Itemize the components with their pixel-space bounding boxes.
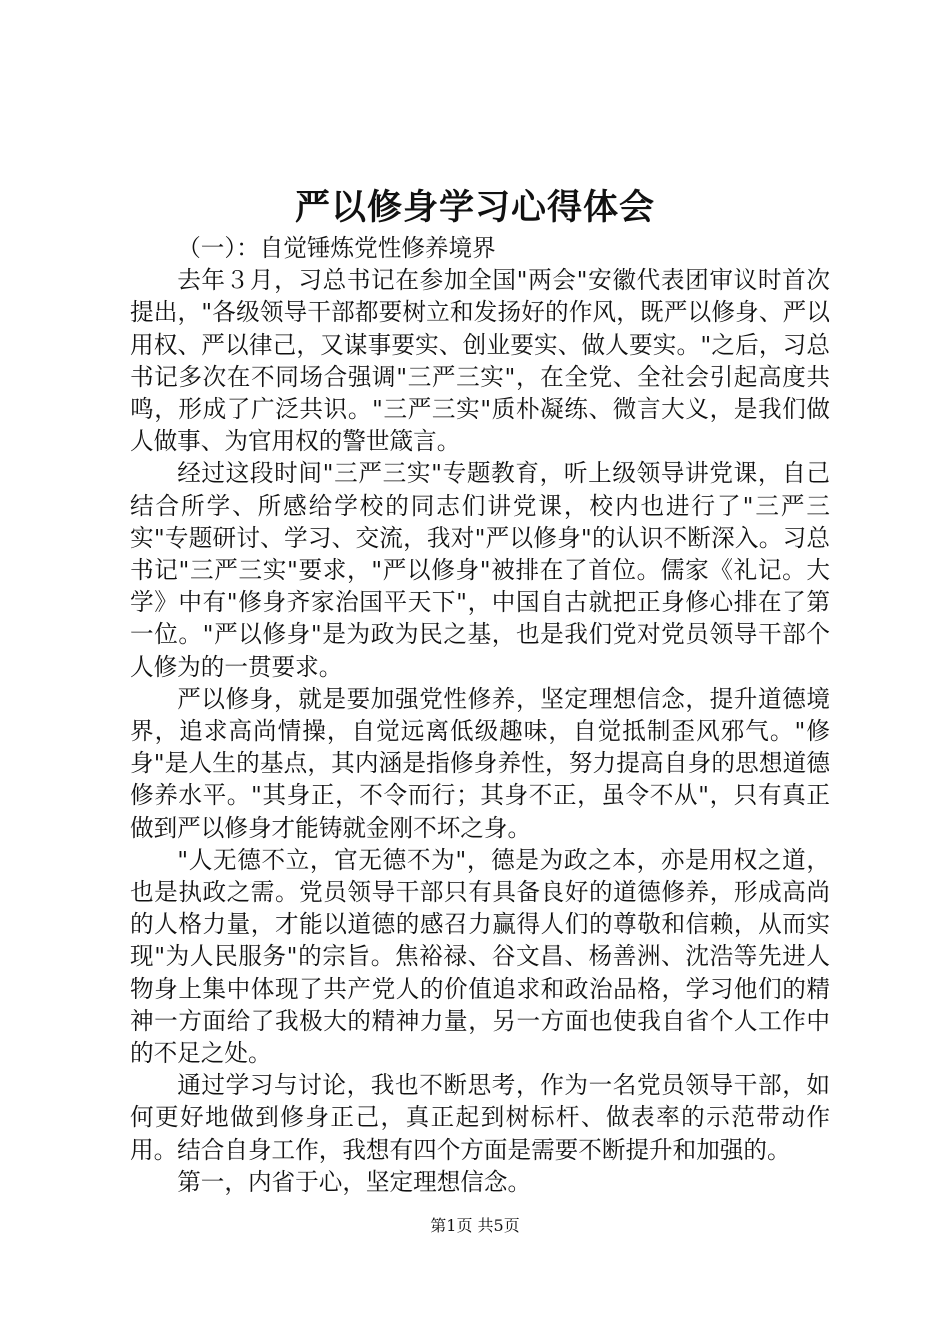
document-title: 严以修身学习心得体会	[294, 187, 655, 228]
document-body	[130, 232, 830, 1198]
body-paragraph: 经过这段时间"三严三实"专题教育，听上级领导讲党课，自己结合所学、所感给学校的同志们讲党课，校内也进行了"三严三实"专题研讨、学习、交流，我对"严以修身"的认识不断深入。习总书记"三严三实"要求，"严以修身"被排在了首位。儒家《礼记。大学》中有"修身齐家治国平天下"，中国自古就把正身修心排在了第一位。"严以修身"是为政为民之基，也是我们党对党员领导干部个人修为的一贯要求。	[130, 459, 830, 681]
body-paragraph: 通过学习与讨论，我也不断思考，作为一名党员领导干部，如何更好地做到修身正己，真正起到树标杆、做表率的示范带动作用。结合自身工作，我想有四个方面是需要不断提升和加强的。	[130, 1071, 830, 1164]
body-paragraph: 去年３月，习总书记在参加全国"两会"安徽代表团审议时首次提出，"各级领导干部都要树立和发扬好的作风，既严以修身、严以用权、严以律己，又谋事要实、创业要实、做人要实。"之后，习总书记多次在不同场合强调"三严三实"，在全党、全社会引起高度共鸣，形成了广泛共识。"三严三实"质朴凝练、微言大义，是我们做人做事、为官用权的警世箴言。	[130, 266, 830, 456]
section-heading: （一）：自觉锤炼党性修养境界	[177, 234, 496, 262]
body-paragraph: "人无德不立，官无德不为"，德是为政之本，亦是用权之道，也是执政之需。党员领导干部只有具备良好的道德修养，形成高尚的人格力量，才能以道德的感召力赢得人们的尊敬和信赖，从而实现"为人民服务"的宗旨。焦裕禄、谷文昌、杨善洲、沈浩等先进人物身上集中体现了共产党人的价值追求和政治品格，学习他们的精神一方面给了我极大的精神力量，另一方面也使我自省个人工作中的不足之处。	[130, 845, 830, 1068]
body-paragraph: 第一，内省于心，坚定理想信念。	[177, 1167, 532, 1196]
body-paragraph: 严以修身，就是要加强党性修养，坚定理想信念，提升道德境界，追求高尚情操，自觉远离低级趣味，自觉抵制歪风邪气。"修身"是人生的基点，其内涵是指修身养性，努力提高自身的思想道德修养水平。"其身正，不令而行；其身不正，虽令不从"，只有真正做到严以修身才能铸就金刚不坏之身。	[130, 684, 830, 842]
page-number-footer: 第1页 共5页	[430, 1216, 520, 1235]
